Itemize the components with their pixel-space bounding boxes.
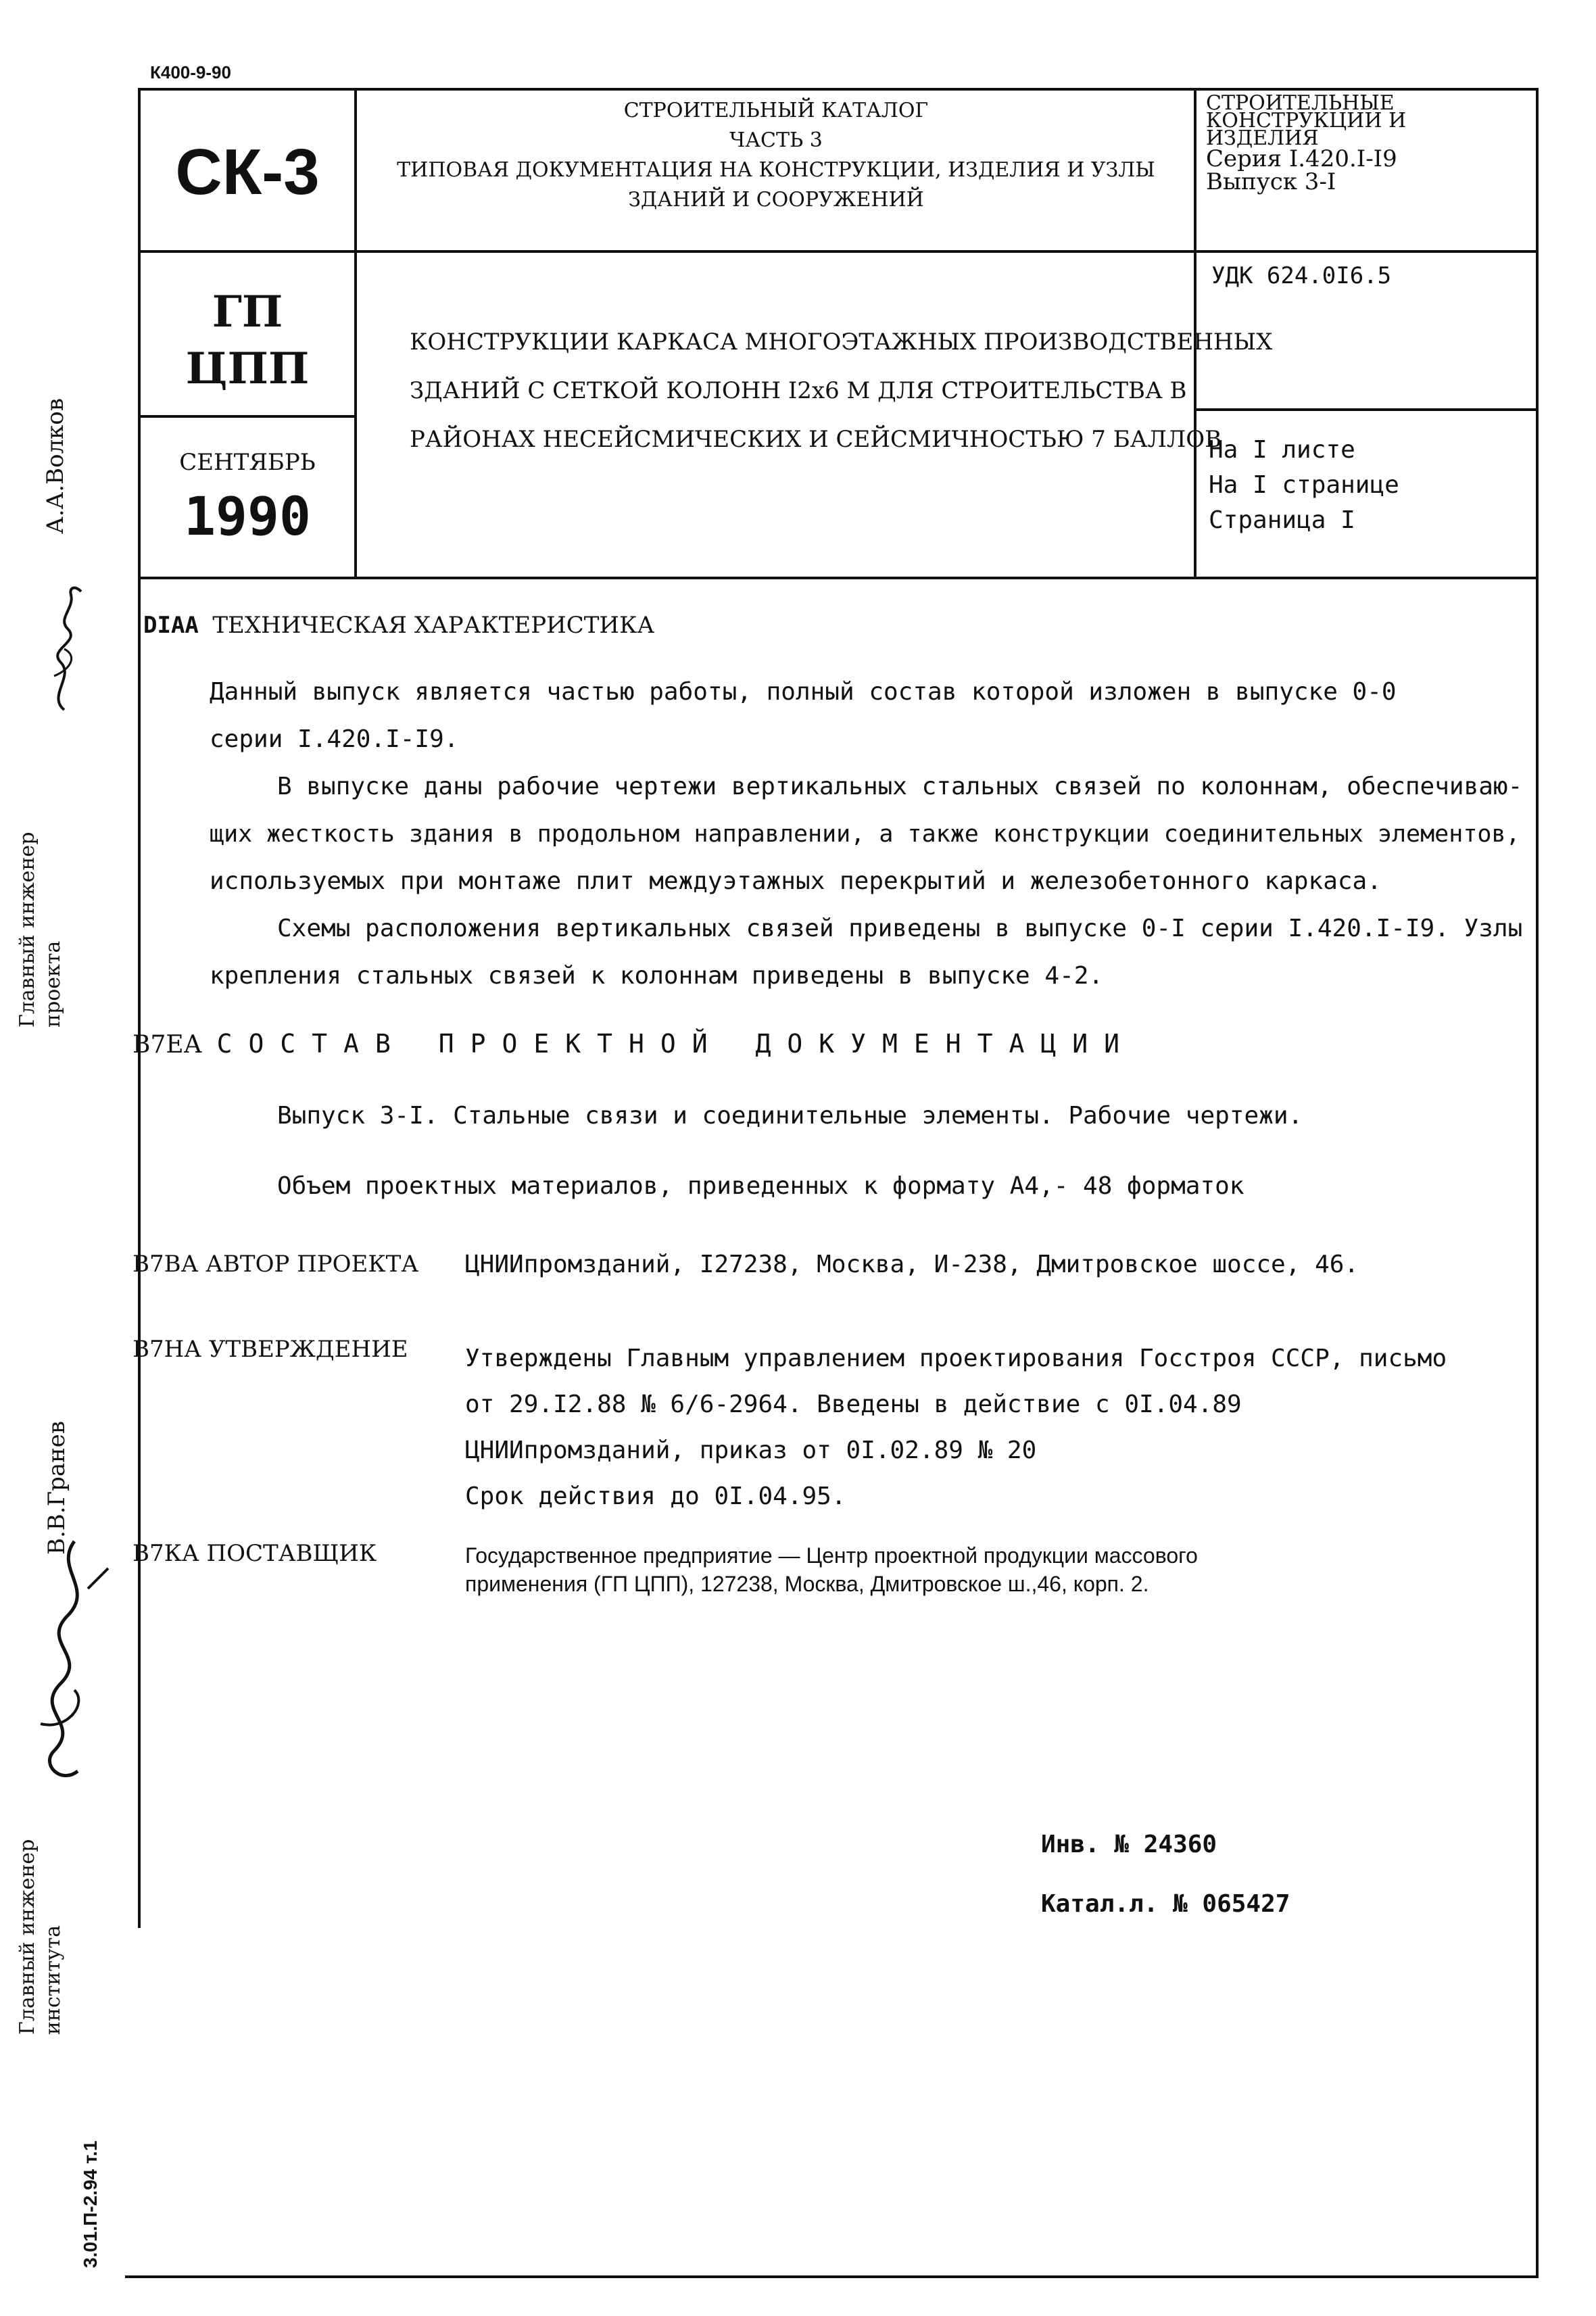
tech-para-2-line-1: В выпуске даны рабочие чертежи вертикальных стальных связей по колоннам, обеспечиваю- bbox=[277, 773, 1523, 800]
col-divider-1 bbox=[354, 88, 357, 577]
series-block bbox=[1206, 91, 1407, 195]
supplier-block bbox=[465, 1541, 1198, 1598]
pages-line: На I странице bbox=[1209, 471, 1399, 499]
signature-granev bbox=[14, 1528, 122, 1798]
author-text: ЦНИИпромзданий, I27238, Москва, И-238, Дмитровское шоссе, 46. bbox=[465, 1251, 1359, 1278]
section-approval-header bbox=[132, 1336, 408, 1363]
pages-block bbox=[1209, 433, 1399, 538]
frame-right bbox=[1536, 88, 1539, 2278]
signature-volkov bbox=[34, 581, 95, 717]
approval-line: ЦНИИпромзданий, приказ от 0I.02.89 № 20 bbox=[465, 1437, 1037, 1464]
tech-para-2-line-3: используемых при монтаже плит междуэтажных перекрытий и железобетонного каркаса. bbox=[210, 867, 1382, 895]
catalog-number: Катал.л. № 065427 bbox=[1041, 1890, 1290, 1918]
section-supplier-header bbox=[132, 1540, 377, 1567]
approval-line: от 29.I2.88 № 6/6-2964. Введены в действие с 0I.04.89 bbox=[465, 1391, 1242, 1418]
chief-institute-engineer-label: Главный инженер института bbox=[16, 1839, 65, 2035]
catalog-line: ЧАСТЬ 3 bbox=[729, 128, 823, 152]
series-line: СТРОИТЕЛЬНЫЕ bbox=[1206, 91, 1395, 115]
org-line: ГП bbox=[212, 287, 283, 337]
approval-block bbox=[465, 1336, 1447, 1520]
tech-para-1-line-2: серии I.420.I-I9. bbox=[210, 725, 459, 753]
catalog-line: СТРОИТЕЛЬНЫЙ КАТАЛОГ bbox=[623, 99, 929, 122]
title-line: ЗДАНИЙ С СЕТКОЙ КОЛОНН I2x6 М ДЛЯ СТРОИТЕЛЬСТВА В bbox=[410, 377, 1187, 404]
catalog-block bbox=[358, 96, 1194, 215]
frame-bottom bbox=[125, 2275, 1539, 2278]
frame-top bbox=[138, 88, 1539, 91]
approval-line: Утверждены Главным управлением проектирования Госстроя СССР, письмо bbox=[465, 1345, 1447, 1372]
granev-name: В.В.Гранев bbox=[43, 1420, 70, 1555]
title-line: РАЙОНАХ НЕСЕЙСМИЧЕСКИХ И СЕЙСМИЧНОСТЬЮ 7 БАЛЛОВ bbox=[410, 426, 1222, 453]
tech-para-3-line-2: крепления стальных связей к колоннам приведены в выпуске 4-2. bbox=[210, 962, 1104, 990]
composition-volume: Объем проектных материалов, приведенных к формату А4,- 48 форматок bbox=[277, 1172, 1244, 1200]
year-label: 1990 bbox=[184, 487, 311, 548]
tech-para-1-line-1: Данный выпуск является частью работы, полный состав которой изложен в выпуске 0-0 bbox=[210, 678, 1397, 706]
org-block bbox=[141, 284, 354, 397]
section-code: DIAA bbox=[143, 612, 199, 639]
tech-para-2-line-2: щих жесткость здания в продольном направлении, а также конструкции соединительных элементов, bbox=[210, 821, 1520, 848]
supplier-line: Государственное предприятие — Центр проектной продукции массового bbox=[465, 1543, 1198, 1568]
series-line: КОНСТРУКЦИИ И bbox=[1206, 109, 1407, 132]
document-title bbox=[410, 318, 1272, 464]
section-code: В7ВА bbox=[132, 1251, 199, 1278]
pages-line: На I листе bbox=[1209, 436, 1355, 464]
section-author-header bbox=[132, 1251, 418, 1278]
series-line: ИЗДЕЛИЯ bbox=[1206, 126, 1319, 150]
catalog-line: ТИПОВАЯ ДОКУМЕНТАЦИЯ НА КОНСТРУКЦИИ, ИЗДЕЛИЯ И УЗЛЫ bbox=[397, 158, 1155, 182]
sk-label: СК-3 bbox=[175, 136, 320, 208]
document-code: К400-9-90 bbox=[150, 62, 231, 82]
inventory-number: Инв. № 24360 bbox=[1041, 1831, 1217, 1858]
series-line: Серия I.420.I-I9 bbox=[1206, 145, 1397, 172]
bottom-code: 3.01.П-2.94 т.1 bbox=[80, 2140, 101, 2268]
section-code: В7ЕА bbox=[132, 1031, 202, 1059]
section-tech-header bbox=[143, 612, 654, 639]
header-bottom-rule bbox=[138, 577, 1539, 579]
udk-code: УДК 624.0I6.5 bbox=[1211, 262, 1392, 289]
pages-line: Страница I bbox=[1209, 506, 1355, 534]
section-code: В7КА bbox=[132, 1540, 199, 1567]
tech-para-3-line-1: Схемы расположения вертикальных связей приведены в выпуске 0-I серии I.420.I-I9. Узлы bbox=[277, 915, 1523, 942]
section-code: В7НА bbox=[132, 1336, 202, 1363]
supplier-line: применения (ГП ЦПП), 127238, Москва, Дмитровское ш.,46, корп. 2. bbox=[465, 1572, 1149, 1596]
author-name: А.А.Волков bbox=[42, 397, 69, 534]
section-title: ТЕХНИЧЕСКАЯ ХАРАКТЕРИСТИКА bbox=[212, 612, 655, 639]
section-title: ПОСТАВЩИК bbox=[206, 1540, 377, 1567]
section-title: УТВЕРЖДЕНИЕ bbox=[208, 1336, 408, 1363]
approval-line: Срок действия до 0I.04.95. bbox=[465, 1482, 846, 1510]
composition-issue: Выпуск 3-I. Стальные связи и соединительные элементы. Рабочие чертежи. bbox=[277, 1102, 1303, 1130]
row-divider-left bbox=[138, 415, 356, 418]
section-composition-header bbox=[132, 1029, 1136, 1059]
series-line: Выпуск 3-I bbox=[1206, 168, 1336, 195]
chief-project-engineer-label: Главный инженер проекта bbox=[16, 831, 65, 1028]
section-title: АВТОР ПРОЕКТА bbox=[205, 1251, 419, 1278]
row-divider-1 bbox=[138, 250, 1539, 253]
title-line: КОНСТРУКЦИИ КАРКАСА МНОГОЭТАЖНЫХ ПРОИЗВОДСТВЕННЫХ bbox=[410, 329, 1273, 356]
month-label: СЕНТЯБРЬ bbox=[179, 449, 316, 476]
catalog-line: ЗДАНИЙ И СООРУЖЕНИЙ bbox=[628, 188, 924, 212]
section-title: СОСТАВ ПРОЕКТНОЙ ДОКУМЕНТАЦИИ bbox=[216, 1029, 1136, 1059]
org-line: ЦПП bbox=[185, 343, 310, 394]
